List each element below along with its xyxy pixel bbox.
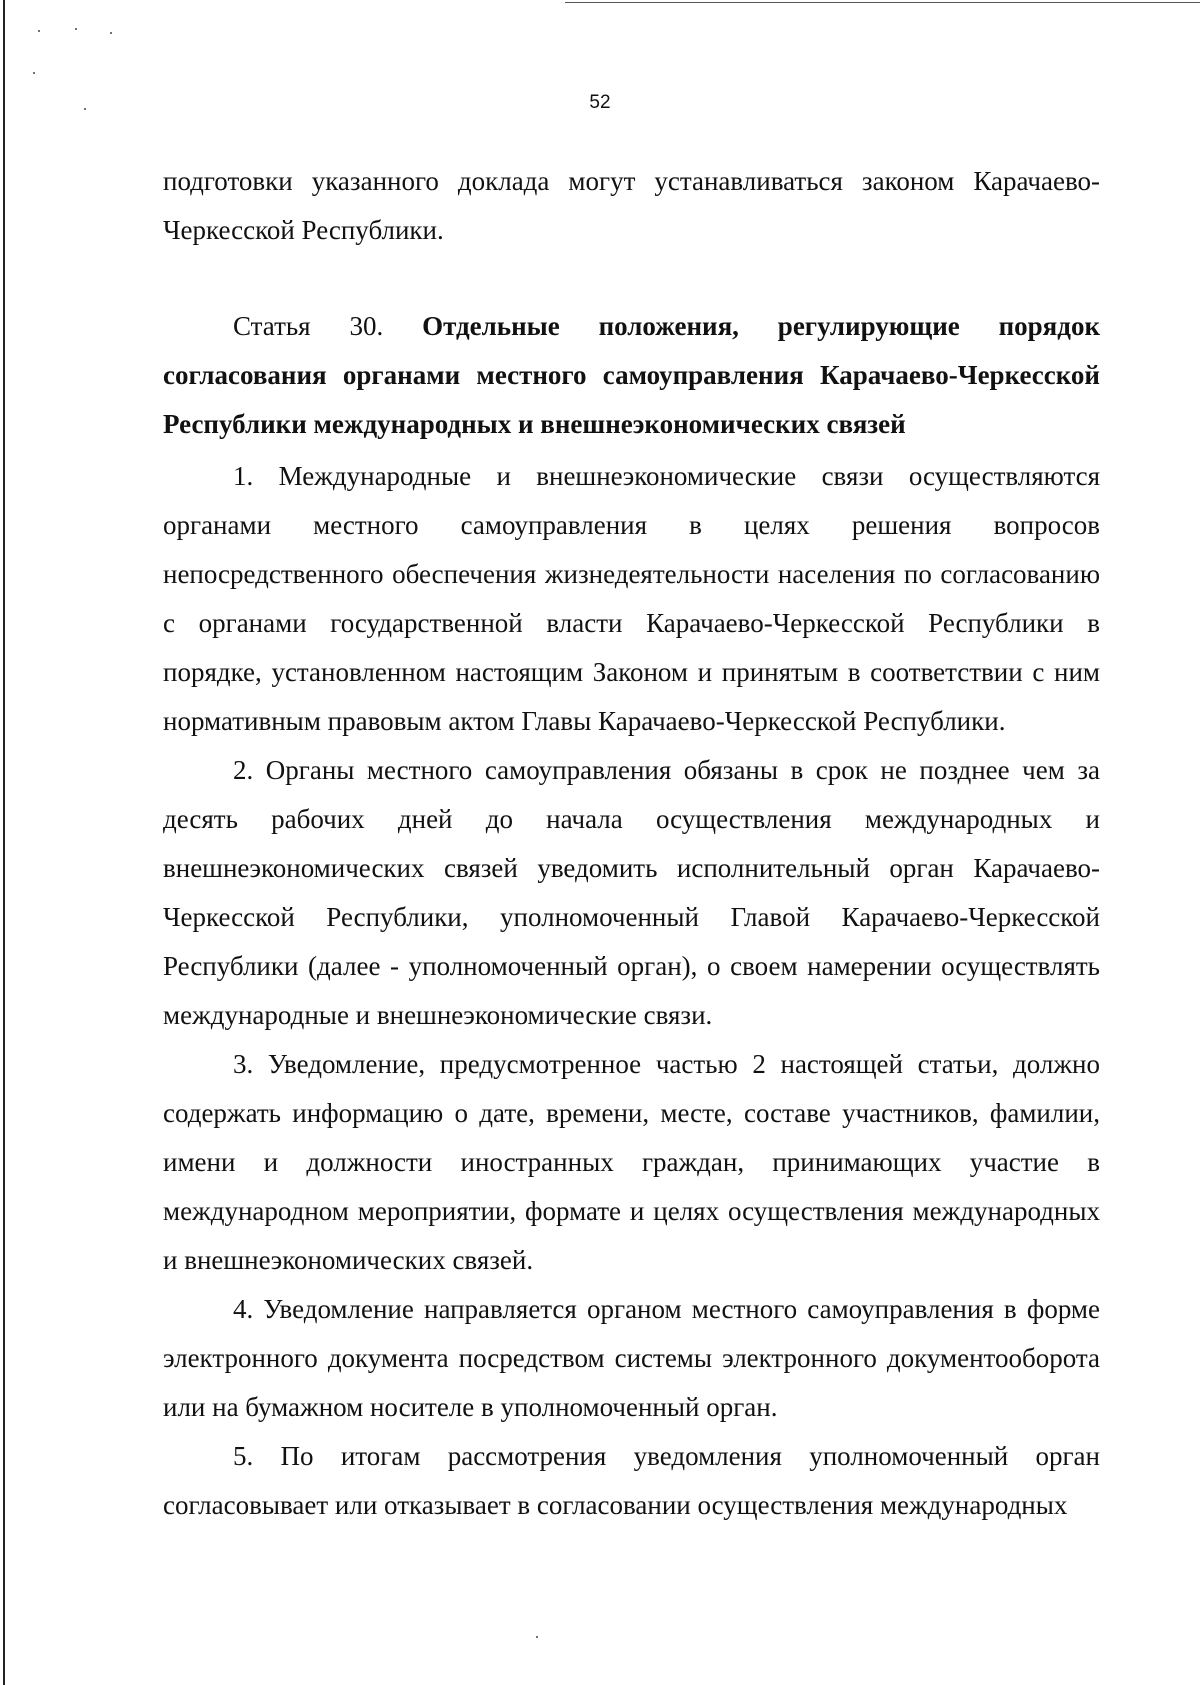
article-paragraph-2: 2. Органы местного самоуправления обязаны в срок не позднее чем за десять рабочих дней до начала осуществления международных и внешнеэкономических связей уведомить исполнительный орган Карачаево-Черкесской Республики, уполномоченный Главой Карачаево-Черкесской Республики (далее - уполномоченный орган), о своем намерении осуществлять международные и внешнеэкономические связи. [163, 755, 1100, 1030]
scan-speck [33, 72, 35, 74]
page-number: 52 [589, 92, 611, 113]
article-title: Отдельные положения, регулирующие порядок согласования органами местного самоуправления Карачаево-Черкесской Республики международных и внешнеэкономических связей [163, 311, 1100, 439]
article-heading [163, 302, 1100, 449]
scan-speck [536, 1636, 538, 1638]
scan-speck [75, 28, 77, 30]
article-paragraph-5: 5. По итогам рассмотрения уведомления уполномоченный орган согласовывает или отказывает в согласовании осуществления международных [163, 1441, 1100, 1520]
continuation-paragraph: подготовки указанного доклада могут устанавливаться законом Карачаево-Черкесской Республики. [163, 166, 1100, 245]
article-block [163, 302, 1100, 1530]
article-paragraph-4: 4. Уведомление направляется органом местного самоуправления в форме электронного документа посредством системы электронного документооборота или на бумажном носителе в уполномоченный орган. [163, 1294, 1100, 1422]
article-label: Статья 30. [233, 311, 384, 341]
scan-speck [110, 32, 112, 34]
article-paragraph-1: 1. Международные и внешнеэкономические связи осуществляются органами местного самоуправления в целях решения вопросов непосредственного обеспечения жизнедеятельности населения по согласованию с органами государственной власти Карачаево-Черкесской Республики в порядке, установленном настоящим Законом и принятым в соответствии с ним нормативным правовым актом Главы Карачаево-Черкесской Республики. [163, 461, 1100, 736]
scan-speck [38, 30, 40, 32]
continuation-block [163, 157, 1100, 255]
scan-top-rule [565, 2, 1200, 3]
scan-left-edge [3, 0, 5, 1685]
article-paragraph-3: 3. Уведомление, предусмотренное частью 2 настоящей статьи, должно содержать информацию о дате, времени, месте, составе участников, фамилии, имени и должности иностранных граждан, принимающих участие в международном мероприятии, формате и целях осуществления международных и внешнеэкономических связей. [163, 1049, 1100, 1275]
